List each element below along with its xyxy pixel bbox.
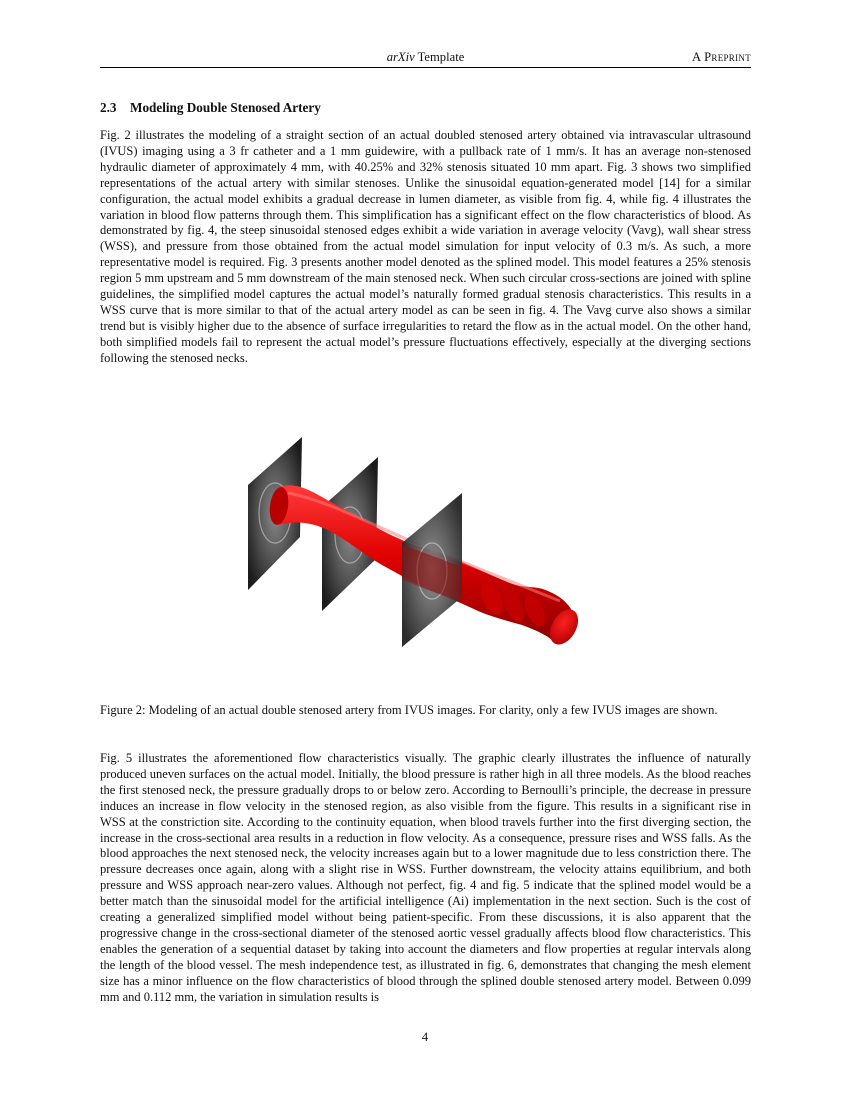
section-heading	[100, 100, 321, 116]
paragraph-1: Fig. 2 illustrates the modeling of a straight section of an actual doubled stenosed artery obtained via intravascular ultrasound (IVUS) imaging using a 3 fr catheter and a 1 mm guidewire, with a pullback rate of 1 mm/s. It has an average non-stenosed hydraulic diameter of approximately 4 mm, with 40.25% and 32% stenosis situated 10 mm apart. Fig. 3 shows two simplified representations of the actual artery with similar stenoses. Unlike the sinusoidal equation-generated model [14] for a similar configuration, the actual model exhibits a gradual decrease in lumen diameter, as visible from fig. 4, while fig. 4 illustrates the variation in blood flow patterns through them. This simplification has a significant effect on the flow characteristics of blood. As demonstrated by fig. 4, the steep sinusoidal stenosed edges exhibit a wide variation in average velocity (Vavg), wall shear stress (WSS), and pressure from those obtained from the actual model simulation for input velocity of 0.3 m/s. As such, a more representative model is required. Fig. 3 presents another model denoted as the splined model. This model features a 25% stenosis region 5 mm upstream and 5 mm downstream of the main stenosed neck. When such circular cross-sections are joined with spline guidelines, the simplified model captures the actual model’s naturally formed gradual stenosis characteristics. This results in a WSS curve that is more similar to that of the actual artery model as can be seen in fig. 4. The Vavg curve also shows a similar trend but is visibly higher due to the absence of surface irregularities to retard the flow as in the actual model. On the other hand, both simplified models fail to represent the actual model’s pressure fluctuations effectively, especially at the diverging sections following the stenosed necks.	[100, 128, 751, 365]
header-rule	[100, 67, 751, 68]
header-right-label: A Preprint	[691, 50, 751, 64]
section-title-text: Modeling Double Stenosed Artery	[130, 100, 321, 115]
paragraph-2: Fig. 5 illustrates the aforementioned flow characteristics visually. The graphic clearly illustrates the influence of naturally produced uneven surfaces on the actual model. Initially, the blood pressure is rather high in all three models. As the blood reaches the first stenosed neck, the pressure gradually drops to or below zero. According to Bernoulli’s principle, the decrease in pressure induces an increase in flow velocity in the stenosed region, as also visible from the figure. This results in a significant rise in WSS at the constriction site. According to the continuity equation, when blood travels further into the first diverging section, the increase in the cross-sectional area results in a reduction in flow velocity. As a consequence, pressure rises and WSS falls. As the blood approaches the next stenosed neck, the velocity increases again but to a lower magnitude due to less constriction there. The pressure decreases once again, along with a slight rise in WSS. Further downstream, the velocity attains equilibrium, and both pressure and WSS approach near-zero values. Although not perfect, fig. 4 and fig. 5 indicate that the splined model would be a better match than the sinusoidal model for the artificial intelligence (Ai) implementation in the next section. Such is the cost of creating a generalized simplified model without being patient-specific. From these discussions, it is also apparent that the progressive change in the cross-sectional diameter of the stenosed aortic vessel gradually affects blood flow characteristics. This enables the generation of a sequential dataset by taking into account the diameters and flow properties at regular intervals along the length of the blood vessel. The mesh independence test, as illustrated in fig. 6, demonstrates that changing the mesh element size has a minor influence on the flow characteristics of blood through the splined double stenosed artery model. Between 0.099 mm and 0.112 mm, the variation in simulation results is	[100, 751, 751, 1004]
header-title	[100, 50, 751, 65]
header-title-rest: Template	[414, 50, 465, 64]
figure-2-caption: Figure 2: Modeling of an actual double stenosed artery from IVUS images. For clarity, only a few IVUS images are shown.	[100, 703, 718, 717]
figure-2	[230, 425, 590, 670]
artery-figure-svg	[230, 425, 590, 670]
header-title-italic: arXiv	[386, 50, 415, 64]
page-number: 4	[421, 1030, 429, 1044]
running-header	[100, 50, 751, 66]
section-number: 2.3	[100, 100, 117, 115]
